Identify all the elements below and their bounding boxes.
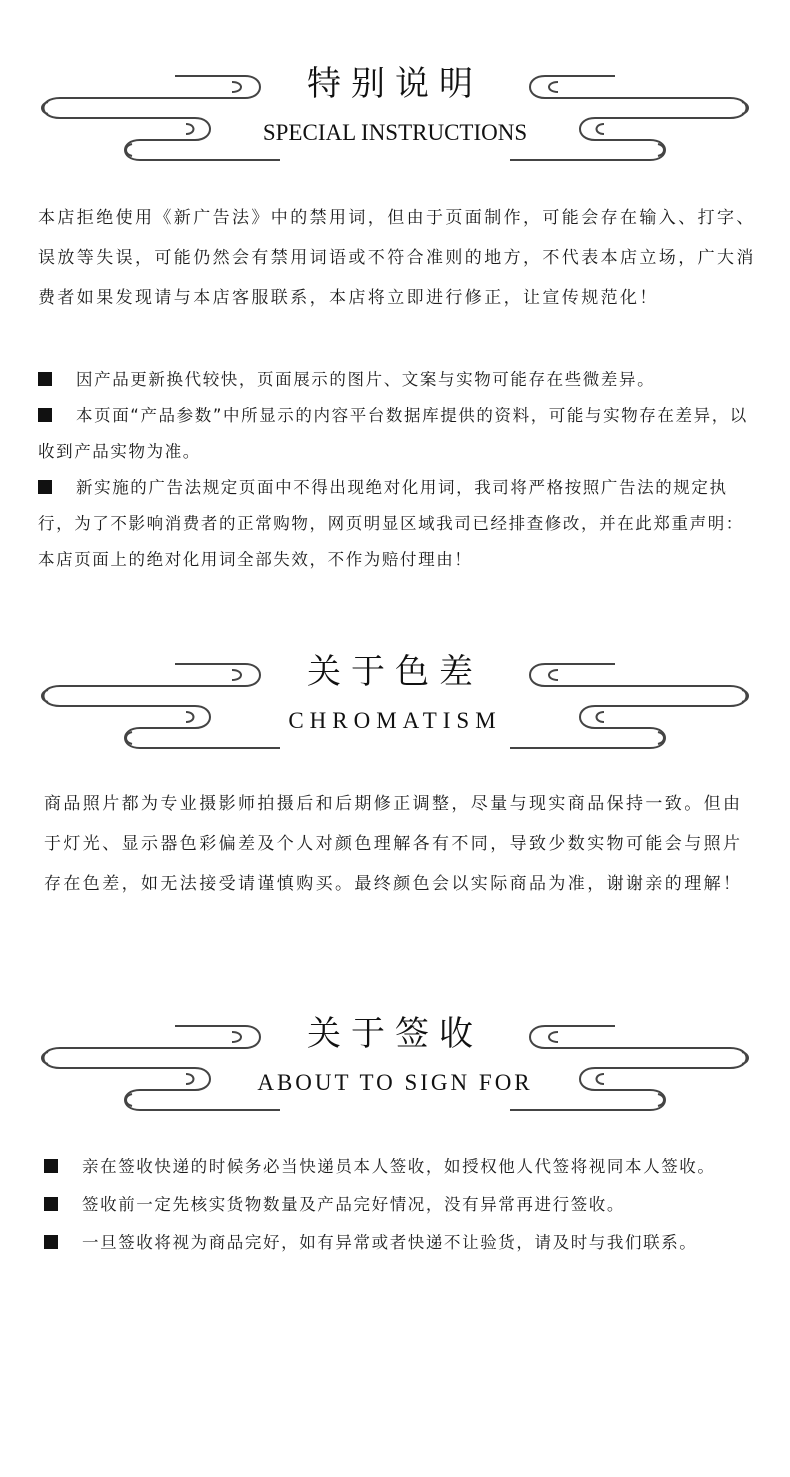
list-item: 新实施的广告法规定页面中不得出现绝对化用词，我司将严格按照广告法的规定执行，为了不影响消费者的正常购物，网页明显区域我司已经排查修改，并在此郑重声明：本店页面上的绝对化用词全部失效，不作为赔付理由！ xyxy=(38,478,744,569)
chromatism-body xyxy=(44,784,758,904)
chromatism-paragraph: 商品照片都为专业摄影师拍摄后和后期修正调整，尽量与现实商品保持一致。但由于灯光、显示器色彩偏差及个人对颜色理解各有不同，导致少数实物可能会与照片存在色差，如无法接受请谨慎购买。最终颜色会以实际商品为准，谢谢亲的理解！ xyxy=(44,794,743,894)
section-header-special-instructions xyxy=(0,62,790,172)
list-item: 一旦签收将视为商品完好，如有异常或者快递不让验货，请及时与我们联系。 xyxy=(44,1224,766,1262)
special-instructions-body xyxy=(38,198,756,318)
square-bullet-icon xyxy=(44,1197,58,1211)
special-instructions-bullets xyxy=(38,362,756,578)
square-bullet-icon xyxy=(44,1159,58,1173)
list-item: 亲在签收快递的时候务必当快递员本人签收，如授权他人代签将视同本人签收。 xyxy=(44,1148,766,1186)
section-title-en: SPECIAL INSTRUCTIONS xyxy=(262,120,528,145)
square-bullet-icon xyxy=(38,408,52,422)
section-title-zh: 特别说明 xyxy=(307,64,483,104)
square-bullet-icon xyxy=(44,1235,58,1249)
section-header-chromatism xyxy=(0,650,790,760)
section-title-zh: 关于签收 xyxy=(307,1014,483,1054)
list-item: 因产品更新换代较快，页面展示的图片、文案与实物可能存在些微差异。 xyxy=(38,362,756,398)
intro-paragraph: 本店拒绝使用《新广告法》中的禁用词，但由于页面制作，可能会存在输入、打字、误放等失误，可能仍然会有禁用词语或不符合准则的地方，不代表本店立场，广大消费者如果发现请与本店客服联系，本店将立即进行修正，让宣传规范化！ xyxy=(38,208,756,308)
sign-for-bullets xyxy=(44,1148,766,1262)
list-item: 签收前一定先核实货物数量及产品完好情况，没有异常再进行签收。 xyxy=(44,1186,766,1224)
square-bullet-icon xyxy=(38,480,52,494)
section-header-sign-for xyxy=(0,1012,790,1122)
section-title-en: CHROMATISM xyxy=(288,708,502,733)
section-title-zh: 关于色差 xyxy=(307,652,483,692)
section-title-en: ABOUT TO SIGN FOR xyxy=(257,1070,533,1095)
list-item: 本页面“产品参数”中所显示的内容平台数据库提供的资料，可能与实物存在差异，以收到产品实物为准。 xyxy=(38,406,748,461)
square-bullet-icon xyxy=(38,372,52,386)
